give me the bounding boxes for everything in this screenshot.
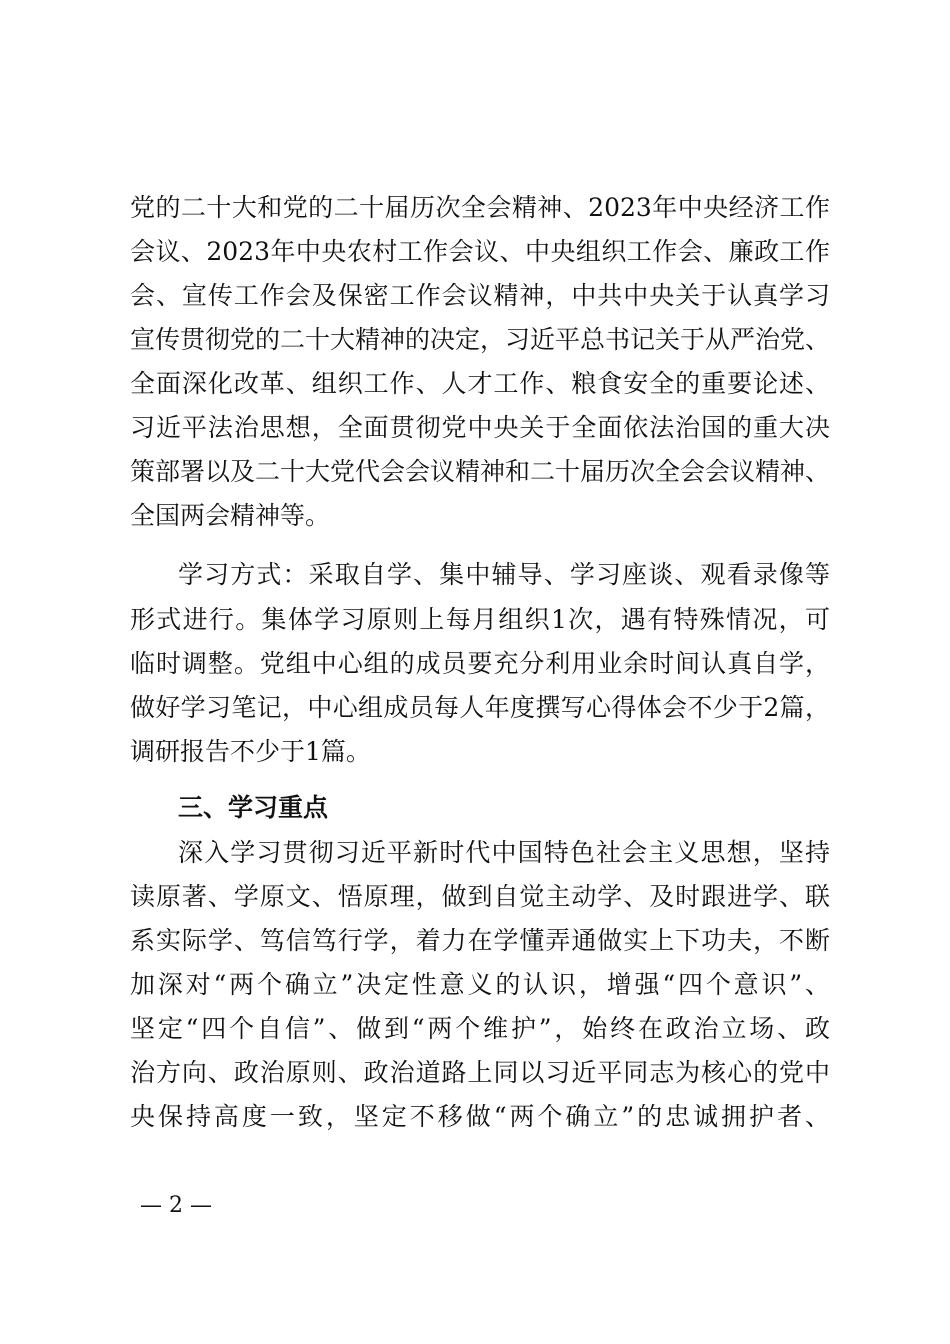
text-line: 形式进行。集体学习原则上每月组织1次，遇有特殊情况，可 [130,605,830,634]
text-line: 会、宣传工作会及保密工作会议精神，中共中央关于认真学习 [130,281,830,310]
text-line: 党的二十大和党的二十届历次全会精神、2023年中央经济工作 [130,193,830,222]
text-line: 央保持高度一致，坚定不移做“两个确立”的忠诚拥护者、 [130,1102,830,1131]
text-line: 读原著、学原文、悟原理，做到自觉主动学、及时跟进学、联 [130,882,830,911]
text-line: 加深对“两个确立”决定性意义的认识，增强“四个意识”、 [130,970,830,999]
text-line: 做好学习笔记，中心组成员每人年度撰写心得体会不少于2篇， [130,693,830,722]
text-line: 习近平法治思想，全面贯彻党中央关于全面依法治国的重大决 [130,413,830,442]
text-line: 深入学习贯彻习近平新时代中国特色社会主义思想，坚持 [178,838,830,867]
text-line: 策部署以及二十大党代会会议精神和二十届历次全会会议精神、 [130,457,831,486]
text-line: 坚定“四个自信”、做到“两个维护”，始终在政治立场、政 [130,1014,830,1043]
text-line: 会议、2023年中央农村工作会议、中央组织工作会、廉政工作 [130,237,830,266]
text-line: 全国两会精神等。 [130,501,331,530]
text-line: 宣传贯彻党的二十大精神的决定，习近平总书记关于从严治党、 [130,325,831,354]
text-line: 调研报告不少于1篇。 [130,737,371,766]
text-line: 全面深化改革、组织工作、人才工作、粮食安全的重要论述、 [130,369,830,398]
text-line: 系实际学、笃信笃行学，着力在学懂弄通做实上下功夫，不断 [130,926,830,955]
text-line: 临时调整。党组中心组的成员要充分利用业余时间认真自学， [130,649,830,678]
text-line: 治方向、政治原则、政治道路上同以习近平同志为核心的党中 [130,1058,830,1087]
page-number: — 2 — [140,1193,212,1218]
section-heading: 三、学习重点 [178,793,329,822]
text-line: 学习方式：采取自学、集中辅导、学习座谈、观看录像等 [178,560,830,589]
